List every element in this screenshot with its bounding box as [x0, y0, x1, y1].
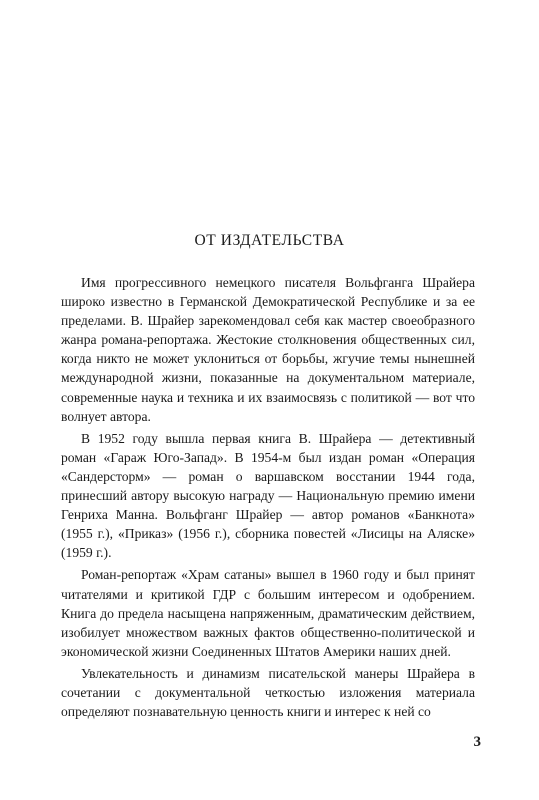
paragraph-3: Роман-репортаж «Храм сатаны» вышел в 1960 году и был принят читателями и критикой ГДР с большим интересом и одобрением. Книга до предела насыщена напряженным, драматическим действием, изобилует множеством важных фактов общественно-политической и экономической жизни Соединенных Штатов Америки наших дней.: [61, 567, 475, 659]
page-number: 3: [473, 734, 481, 750]
paragraph-2: В 1952 году вышла первая книга В. Шрайера — детективный роман «Гараж Юго-Запад». В 1954-м был издан роман «Операция «Сандерсторм» — роман о варшавском восстании 1944 года, принесший автору высокую награду — Национальную премию имени Генриха Манна. Вольфганг Шрайер — автор романов «Банкнота» (1955 г.), «Приказ» (1956 г.), сборника повестей «Лисицы на Аляске» (1959 г.).: [61, 430, 475, 561]
paragraph-4: Увлекательность и динамизм писательской манеры Шрайера в сочетании с документальной четкостью изложения материала определяют познавательную ценность книги и интерес к ней со: [61, 665, 475, 720]
section-heading: ОТ ИЗДАТЕЛЬСТВА: [194, 232, 345, 249]
paragraph-1: Имя прогрессивного немецкого писателя Вольфганга Шрайера широко известно в Германской Демократической Республике и за ее пределами. В. Шрайер зарекомендовал себя как мастер своеобразного жанра романа-репортажа. Жестокие столкновения общественных сил, когда никто не может уклониться от борьбы, жгучие темы нынешней международной жизни, показанные на документальном материале, современные наука и техника и их взаимосвязь с политикой — вот что волнует автора.: [61, 275, 475, 424]
body-text: [61, 273, 475, 724]
